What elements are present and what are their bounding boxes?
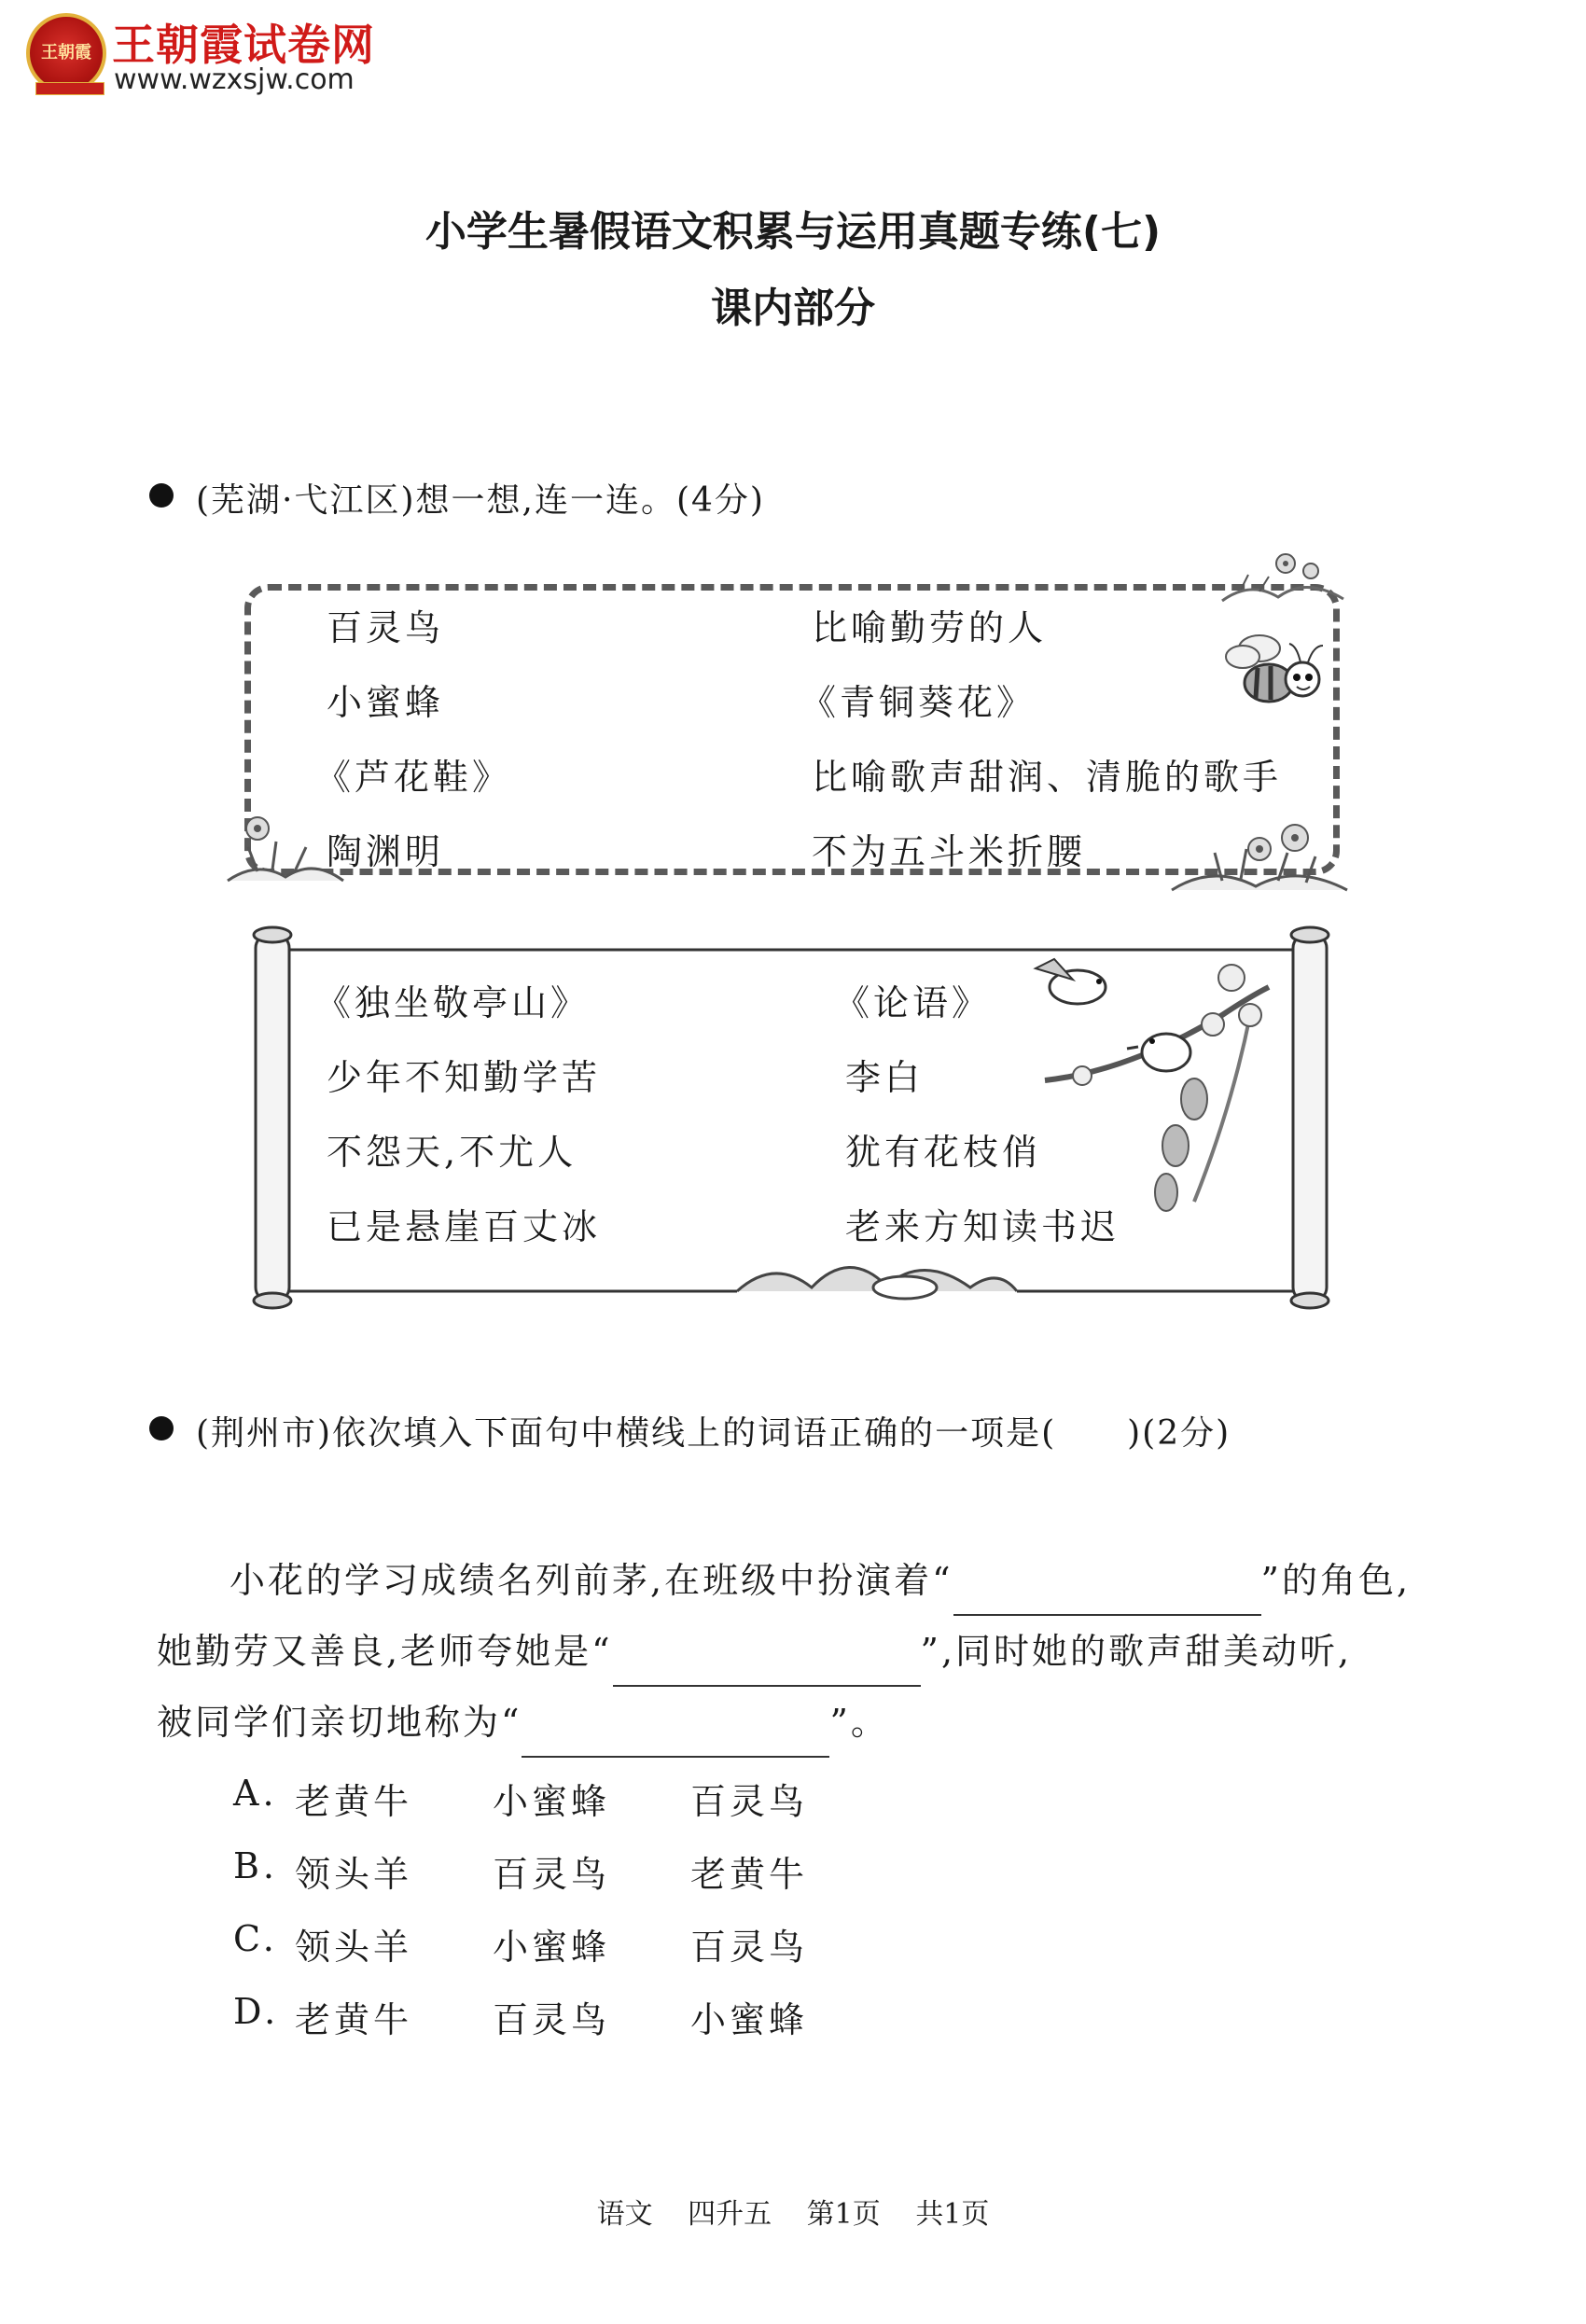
match-item: 《芦花鞋》: [315, 757, 512, 798]
match-item: 比喻歌声甜润、清脆的歌手: [812, 757, 1283, 798]
option-a[interactable]: [233, 1773, 809, 1822]
option-b[interactable]: [233, 1845, 809, 1895]
option-word: 小蜜蜂: [493, 1781, 611, 1822]
blank-3[interactable]: [522, 1719, 829, 1758]
site-name: 王朝霞试卷网: [112, 20, 375, 70]
bee-icon: [1222, 625, 1334, 718]
option-word: 小蜜蜂: [690, 1999, 809, 2040]
passage-line: [157, 1687, 889, 1758]
passage-text: ”,同时她的歌声甜美动听,: [920, 1631, 1353, 1672]
match-item: 比喻勤劳的人: [812, 607, 1048, 648]
match-item: 百灵鸟: [327, 607, 445, 648]
match-item: 《论语》: [834, 982, 992, 1023]
option-word: 百灵鸟: [690, 1781, 809, 1822]
option-word: 百灵鸟: [690, 1927, 809, 1968]
page-title: 小学生暑假语文积累与运用真题专练(七): [424, 208, 1162, 256]
logo-badge-text: 王朝霞: [41, 43, 91, 63]
option-word: 老黄牛: [295, 1781, 413, 1822]
match-item: 老来方知读书迟: [845, 1206, 1120, 1247]
footer-page: 第1页: [806, 2198, 881, 2231]
flower-decoration-icon: [1213, 543, 1353, 608]
option-d[interactable]: [233, 1991, 809, 2040]
passage-text: ”。: [829, 1702, 889, 1743]
match-item: 小蜜蜂: [327, 682, 445, 723]
match-item: 《青铜葵花》: [800, 682, 1036, 723]
option-label: D.: [233, 1991, 280, 2032]
blank-1[interactable]: [953, 1577, 1261, 1616]
passage-text: 被同学们亲切地称为“: [157, 1702, 522, 1743]
passage-text: 小花的学习成绩名列前茅,在班级中扮演着“: [230, 1560, 953, 1601]
option-word: 领头羊: [295, 1854, 413, 1895]
footer-total: 共1页: [915, 2198, 990, 2231]
option-word: 领头羊: [295, 1927, 413, 1968]
match-item: 少年不知勤学苦: [327, 1057, 602, 1098]
match-item: 《独坐敬亭山》: [315, 982, 591, 1023]
grass-flower-icon: [1166, 812, 1353, 896]
page-footer: [0, 2191, 1586, 2232]
option-label: A.: [233, 1773, 278, 1814]
option-c[interactable]: [233, 1918, 809, 1968]
match-item: 李白: [845, 1057, 925, 1098]
passage-text: ”的角色,: [1260, 1560, 1412, 1601]
passage-line: [230, 1545, 1411, 1616]
question-bullet: [149, 483, 174, 508]
option-word: 老黄牛: [690, 1854, 809, 1895]
passage-text: 她勤劳又善良,老师夸她是“: [157, 1631, 613, 1672]
footer-grade: 四升五: [688, 2198, 772, 2231]
footer-subject: 语文: [596, 2198, 653, 2231]
page-subtitle: 课内部分: [711, 285, 875, 332]
match-item: 犹有花枝俏: [845, 1132, 1042, 1173]
option-word: 百灵鸟: [493, 1854, 611, 1895]
option-word: 小蜜蜂: [493, 1927, 611, 1968]
site-url[interactable]: www.wzxsjw.com: [114, 63, 355, 96]
question-2-text: (荆州市)依次填入下面句中横线上的词语正确的一项是( )(2分): [196, 1414, 1231, 1453]
option-word: 百灵鸟: [493, 1999, 611, 2040]
match-item: 陶渊明: [327, 831, 445, 872]
logo-ribbon: [35, 82, 104, 95]
option-word: 老黄牛: [295, 1999, 413, 2040]
match-item: 不为五斗米折腰: [812, 831, 1087, 872]
blank-2[interactable]: [613, 1648, 921, 1687]
passage-line: [157, 1616, 1352, 1687]
question-1-text: (芜湖·弋江区)想一想,连一连。(4分): [196, 481, 765, 520]
question-bullet: [149, 1416, 174, 1440]
option-label: B.: [233, 1845, 279, 1886]
match-item: 已是悬崖百丈冰: [327, 1206, 602, 1247]
match-item: 不怨天,不尤人: [327, 1132, 577, 1173]
option-label: C.: [233, 1918, 278, 1959]
